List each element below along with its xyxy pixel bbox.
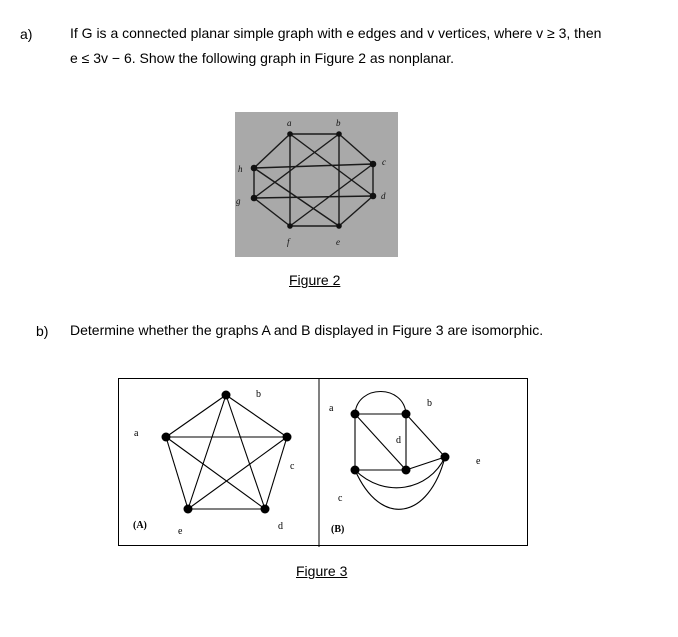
figure2-photo — [235, 112, 398, 257]
graph-a-edges — [166, 395, 287, 509]
question-a-label: a) — [20, 26, 33, 42]
graph-a-vertex-b — [222, 391, 231, 400]
vertex-label-b: b — [336, 118, 341, 128]
vertex-a — [287, 131, 293, 137]
vertex-label-d: d — [381, 191, 386, 201]
vertex-c — [370, 161, 377, 168]
graph-a-label-e: e — [178, 526, 183, 537]
figure3-graphs — [119, 379, 529, 547]
figure2-graph — [235, 112, 398, 257]
vertex-label-a: a — [287, 118, 292, 128]
figure2-edges — [254, 134, 373, 226]
graph-a-vertex-c — [283, 433, 292, 442]
vertex-label-h: h — [238, 164, 243, 174]
graph-b-vertex-4 — [351, 466, 360, 475]
graph-a-tag: (A) — [133, 520, 147, 531]
graph-a-label-c: c — [290, 461, 295, 472]
vertex-label-e: e — [336, 237, 340, 247]
vertex-label-g: g — [236, 196, 241, 206]
graph-a-vertex-d — [261, 505, 270, 514]
graph-b-vertex-2 — [402, 410, 411, 419]
graph-a-vertex-e — [184, 505, 193, 514]
graph-b-tag: (B) — [331, 524, 345, 535]
graph-b-label-a: a — [329, 403, 334, 414]
graph-b-vertex-5 — [441, 453, 450, 462]
graph-b-label-d: d — [396, 435, 401, 446]
question-b-text: Determine whether the graphs A and B displayed in Figure 3 are isomorphic. — [70, 322, 544, 338]
graph-a-label-a: a — [134, 428, 139, 439]
graph-b-label-c: c — [338, 493, 343, 504]
graph-b-vertex-1 — [351, 410, 360, 419]
vertex-d — [370, 193, 377, 200]
graph-b-label-b: b — [427, 398, 432, 409]
vertex-g — [251, 195, 258, 202]
graph-b-edges — [355, 392, 445, 510]
graph-a-vertex-a — [162, 433, 171, 442]
figure2-caption: Figure 2 — [289, 272, 341, 288]
vertex-b — [336, 131, 342, 137]
vertex-label-f: f — [287, 237, 290, 247]
vertex-e — [336, 223, 342, 229]
vertex-f — [287, 223, 293, 229]
figure3-caption: Figure 3 — [296, 563, 348, 579]
graph-b-vertex-3 — [402, 466, 411, 475]
figure3-box — [118, 378, 528, 546]
question-a-line1: If G is a connected planar simple graph with e edges and v vertices, where v ≥ 3, then — [70, 25, 602, 41]
graph-b-label-e: e — [476, 456, 481, 467]
graph-a-label-b: b — [256, 389, 261, 400]
vertex-h — [251, 165, 258, 172]
question-a-line2: e ≤ 3v − 6. Show the following graph in Figure 2 as nonplanar. — [70, 50, 454, 66]
vertex-label-c: c — [382, 157, 386, 167]
question-b-label: b) — [36, 323, 49, 339]
graph-a-label-d: d — [278, 521, 283, 532]
